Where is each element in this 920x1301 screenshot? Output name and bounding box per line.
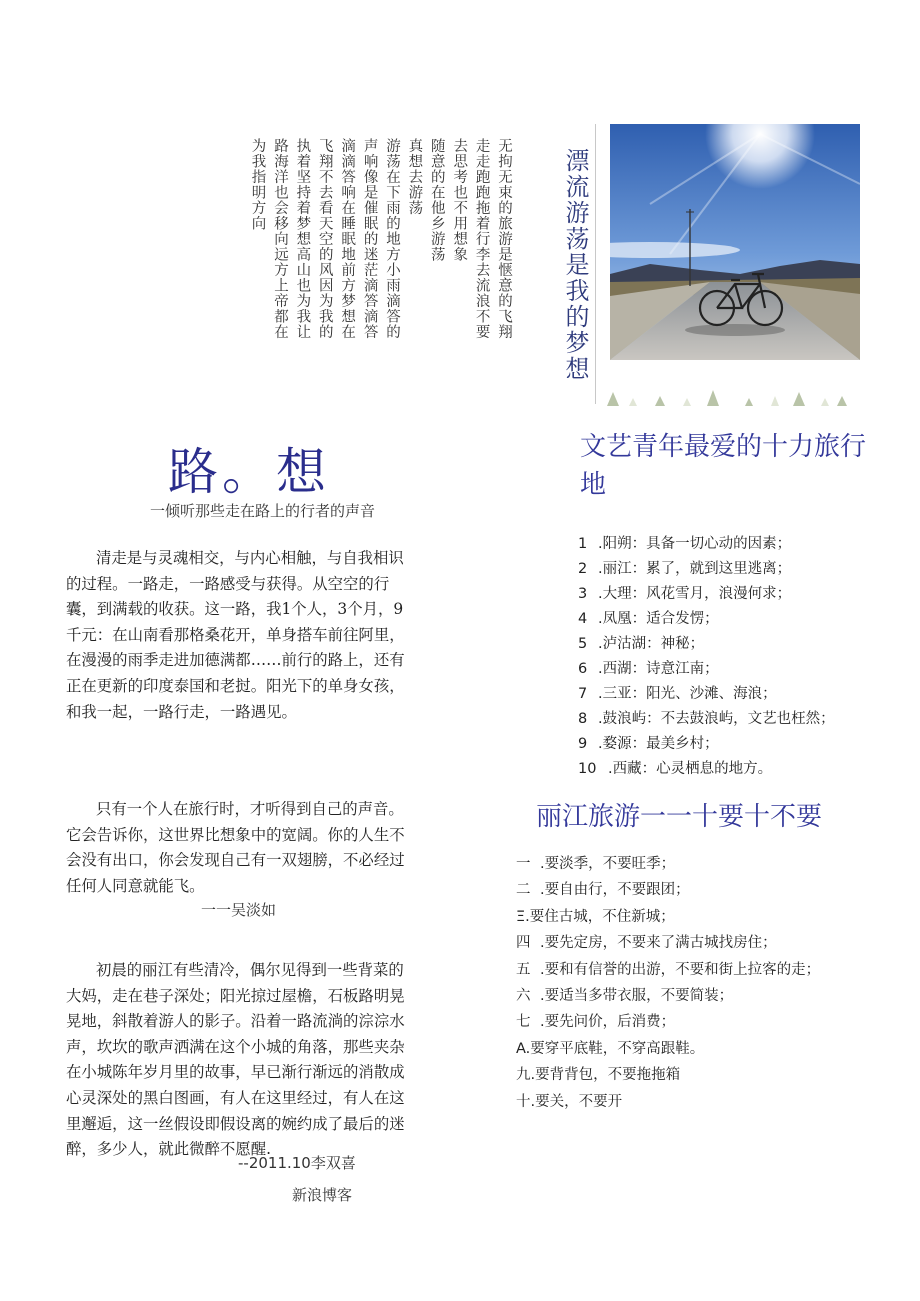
- list-item: 二 .要自由行，不要跟团；: [516, 882, 690, 899]
- list-item: 4 .凤凰：适合发愣；: [578, 611, 719, 627]
- poem-line: 无拘无束的旅游是惬意的飞翔: [496, 138, 512, 340]
- blog-source: 新浪博客: [292, 1186, 353, 1204]
- vertical-poem: [246, 138, 515, 438]
- article-paragraph-1: 清走是与灵魂相交，与内心相触，与自我相识的过程。一路走，一路感受与获得。从空空的行囊，到满载的收获。这一路，我1个人，3个月，9千元：在山南看那格桑花开，单身搭车前往阿里，在漫漫的雨季走进加德满都……前行的路上，还有正在更新的印度泰国和老挝。阳光下的单身女孩，和我一起，一路行走，一路遇见。: [66, 549, 405, 721]
- poem-line: 执着坚持着梦想高山也为我让: [294, 138, 311, 340]
- list-item: 6 .西湖：诗意江南；: [578, 661, 719, 677]
- list-item: 十.要关，不要开: [516, 1093, 623, 1110]
- lijiang-list: [516, 851, 820, 1115]
- quote-signature: 一一吴淡如: [201, 901, 277, 919]
- list-item: 一 .要淡季，不要旺季；: [516, 856, 676, 872]
- divider-line: [595, 124, 596, 404]
- list-item: 10 .西藏：心灵栖息的地方。: [578, 761, 773, 777]
- poem-line: 声响像是催眠的迷茫滴答滴答: [361, 138, 378, 340]
- article-title: 路。想: [168, 443, 330, 501]
- tree-strip-decoration: [595, 372, 865, 406]
- top10-list: [578, 532, 835, 782]
- poem-line: 游荡在下雨的地方小雨滴答的: [383, 138, 400, 340]
- poem-line: 随意的在他乡游荡: [428, 138, 445, 262]
- poem-line: 路海洋也会移向远方上帝都在: [271, 138, 288, 340]
- article-subtitle: 一倾听那些走在路上的行者的声音: [150, 502, 376, 520]
- list-item: 九.要背背包，不要拖拖箱: [516, 1067, 681, 1084]
- poem-line: 去思考也不用想象: [451, 138, 468, 262]
- list-item: 2 .丽江：累了，就到这里逃离；: [578, 561, 792, 577]
- poem-line: 真想去游荡: [406, 138, 423, 216]
- list-item: 7 .三亚：阳光、沙滩、海浪；: [578, 686, 777, 702]
- list-item: Ξ.要住古城，不住新城；: [516, 908, 675, 925]
- list-item: A.要穿平底鞋，不穿高跟鞋。: [516, 1040, 705, 1057]
- vertical-title: 漂流游荡是我的梦想: [561, 148, 589, 382]
- bicycle-road-photo: [610, 124, 860, 360]
- poem-line: 走走跑跑拖着行李去流浪不要: [473, 138, 490, 340]
- blog-date-author: --2011.10李双喜: [238, 1154, 356, 1172]
- list-item: 5 .泸沽湖：神秘；: [578, 636, 705, 652]
- poem-line: 滴滴答响在睡眠地前方梦想在: [339, 138, 356, 340]
- list-item: 3 .大理：风花雪月，浪漫何求；: [578, 586, 792, 602]
- lijiang-heading: 丽江旅游一一十要十不要: [536, 802, 823, 832]
- list-item: 8 .鼓浪屿：不去鼓浪屿，文艺也枉然；: [578, 711, 835, 727]
- article-paragraph-2: 只有一个人在旅行时，才听得到自己的声音。它会告诉你，这世界比想象中的宽阔。你的人生不会没有出口，你会发现自己有一双翅膀，不必经过任何人同意就能飞。: [66, 800, 405, 895]
- list-item: 1 .阳朔：具备一切心动的因素；: [578, 536, 792, 552]
- top10-heading: 文艺青年最爱的十力旅行地: [580, 432, 867, 500]
- poem-line: 飞翔不去看天空的风因为我的: [316, 138, 333, 340]
- list-item: 六 .要适当多带衣服，不要简装；: [516, 988, 734, 1005]
- poem-line: 为我指明方向: [249, 138, 266, 231]
- list-item: 四 .要先定房，不要来了满古城找房住；: [516, 935, 777, 952]
- list-item: 五 .要和有信誉的出游，不要和街上拉客的走；: [516, 961, 821, 978]
- list-item: 七 .要先问价，后消费；: [516, 1014, 676, 1031]
- list-item: 9 .婺源：最美乡村；: [578, 736, 719, 752]
- article-paragraph-3: 初晨的丽江有些清冷，偶尔见得到一些背菜的大妈，走在巷子深处；阳光掠过屋檐，石板路明晃晃地，斜散着游人的影子。沿着一路流淌的淙淙水声，坎坎的歌声洒满在这个小城的角落，那些夹杂在小城陈年岁月里的故事，早已渐行渐远的消散成心灵深处的黑白图画，有人在这里经过，有人在这里邂逅，这一丝假设即假设离的婉约成了最后的迷醉，多少人，就此微醉不愿醒.: [66, 961, 405, 1159]
